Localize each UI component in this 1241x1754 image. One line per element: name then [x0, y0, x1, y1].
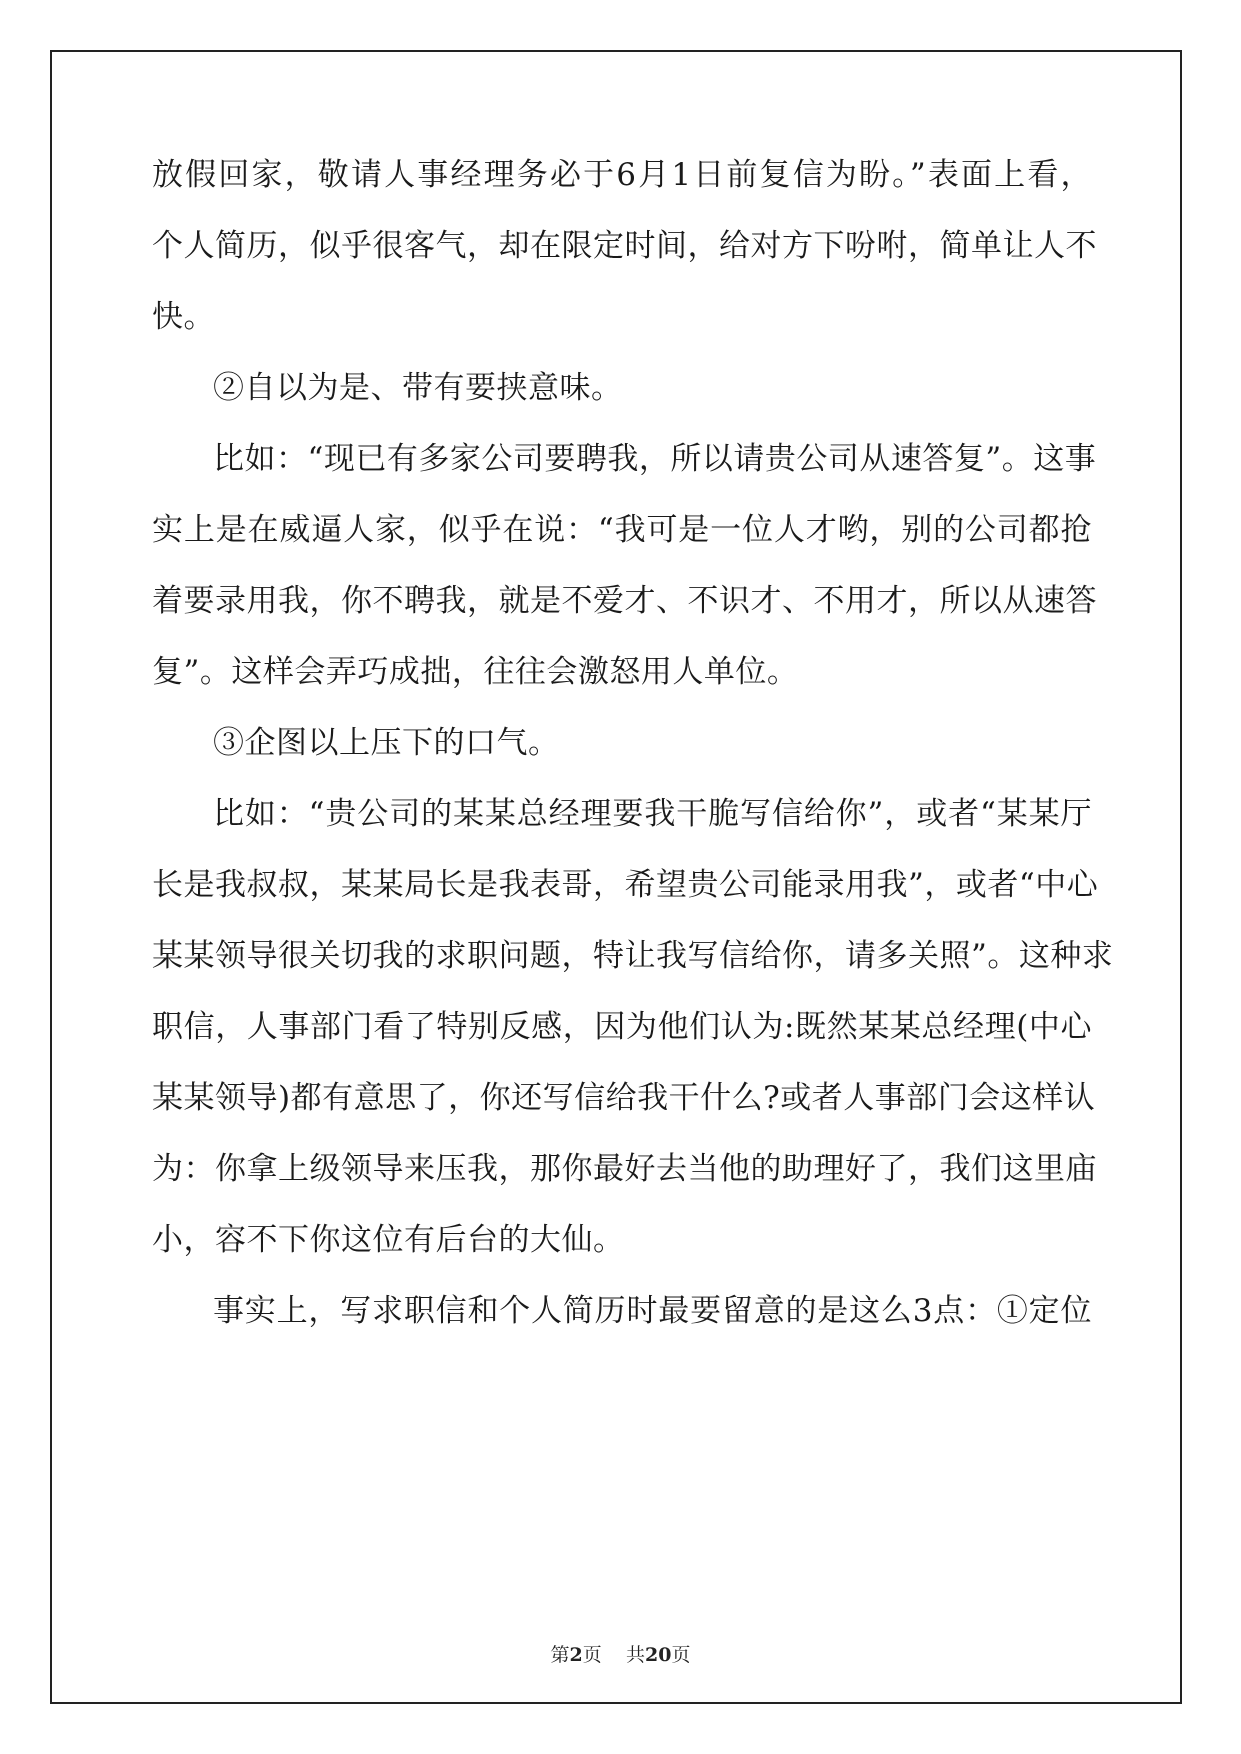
body-text-line: 放假回家，敬请人事经理务必于6月1日前复信为盼。”表面上看， [152, 157, 1092, 193]
body-text-line: 个人简历，似乎很客气，却在限定时间，给对方下吩咐，简单让人不 [152, 228, 1097, 264]
section-heading: ②自以为是、带有要挟意味。 [213, 370, 623, 406]
body-text-line: 实上是在威逼人家，似乎在说：“我可是一位人才哟，别的公司都抢 [152, 512, 1092, 548]
page-total-suffix: 页 [671, 1644, 691, 1666]
page-number-prefix: 第 [550, 1644, 570, 1666]
page-number-suffix: 页 [582, 1644, 602, 1666]
page-total: 20 [644, 1644, 672, 1666]
page-number-current: 2 [569, 1644, 583, 1666]
body-text-line: 复”。这样会弄巧成拙，往往会激怒用人单位。 [152, 654, 799, 690]
body-text-line: 为：你拿上级领导来压我，那你最好去当他的助理好了，我们这里庙 [152, 1151, 1097, 1187]
body-text-line: 某某领导很关切我的求职问题，特让我写信给你，请多关照”。这种求 [152, 938, 1114, 974]
section-heading: ③企图以上压下的口气。 [213, 725, 560, 761]
body-text-line: 着要录用我，你不聘我，就是不爱才、不识才、不用才，所以从速答 [152, 583, 1097, 619]
body-text-line: 快。 [152, 299, 215, 335]
body-text-line: 比如：“贵公司的某某总经理要我干脆写信给你”，或者“某某厅 [213, 796, 1092, 832]
body-text-line: 小，容不下你这位有后台的大仙。 [152, 1222, 625, 1258]
body-text-line: 长是我叔叔，某某局长是我表哥，希望贵公司能录用我”，或者“中心 [152, 867, 1099, 903]
page-total-prefix: 共 [625, 1644, 645, 1666]
body-text-line: 事实上，写求职信和个人简历时最要留意的是这么3点：①定位 [213, 1293, 1092, 1329]
body-text-line: 某某领导)都有意思了，你还写信给我干什么?或者人事部门会这样认 [152, 1080, 1096, 1116]
body-text-line: 职信，人事部门看了特别反感，因为他们认为:既然某某总经理(中心 [152, 1009, 1092, 1045]
page-footer [0, 1640, 1241, 1667]
body-text-line: 比如：“现已有多家公司要聘我，所以请贵公司从速答复”。这事 [213, 441, 1097, 477]
